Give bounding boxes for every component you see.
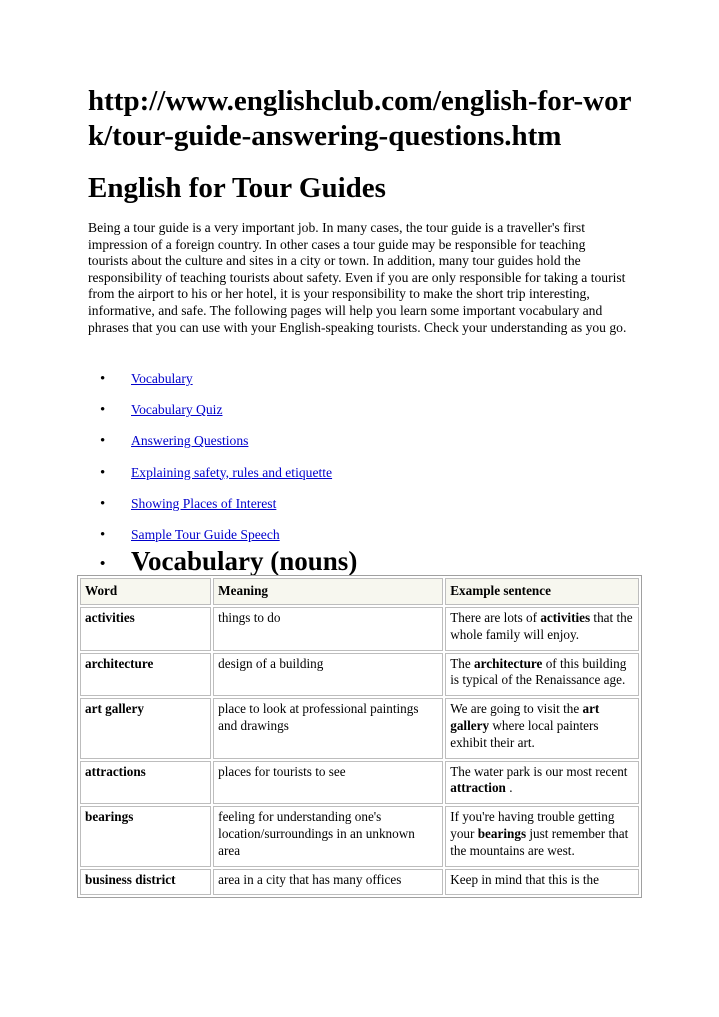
example-cell [445, 869, 639, 896]
column-header-example: Example sentence [445, 578, 639, 605]
example-text: just remember that the mountains are west. [450, 825, 629, 858]
word-cell: art gallery [80, 698, 211, 758]
table-row [80, 806, 639, 866]
table-of-contents [100, 369, 332, 556]
example-cell [445, 806, 639, 866]
table-row [80, 653, 639, 697]
example-text: We are going to visit the [450, 701, 583, 717]
example-keyword: architecture [474, 655, 543, 671]
toc-link-places-of-interest[interactable]: Showing Places of Interest [131, 495, 277, 511]
toc-item [100, 431, 332, 462]
vocabulary-table-container [77, 575, 642, 916]
meaning-cell: place to look at professional paintings and drawings [213, 698, 443, 758]
example-cell [445, 653, 639, 697]
toc-link-vocabulary-quiz[interactable]: Vocabulary Quiz [131, 402, 223, 418]
word-cell: business district [80, 869, 211, 896]
toc-link-answering-questions[interactable]: Answering Questions [131, 433, 249, 449]
table-row [80, 761, 639, 805]
example-text: . [505, 780, 513, 796]
table-row [80, 869, 639, 896]
column-header-word: Word [80, 578, 211, 605]
example-text: of this building is typical of the Renaissance age. [450, 655, 627, 688]
word-cell: activities [80, 607, 211, 651]
example-text: If you're having trouble getting your [450, 809, 615, 841]
toc-link-explaining-safety[interactable]: Explaining safety, rules and etiquette [131, 464, 333, 480]
example-keyword: attraction [450, 780, 506, 796]
column-header-meaning: Meaning [213, 578, 443, 605]
meaning-cell: things to do [213, 607, 443, 651]
meaning-cell: area in a city that has many offices [213, 869, 443, 896]
example-text: There are lots of [450, 610, 541, 625]
meaning-cell: feeling for understanding one's location/surroundings in an unknown area [213, 806, 443, 866]
vocabulary-table [77, 575, 642, 898]
example-text: The water park is our most recent [450, 763, 628, 779]
toc-item [100, 369, 332, 400]
meaning-cell: design of a building [213, 653, 443, 697]
table-row [80, 698, 639, 758]
example-cell [445, 698, 639, 758]
intro-paragraph: Being a tour guide is a very important job. In many cases, the tour guide is a traveller's first impression of a foreign country. In other cases a tour guide may be responsible for teaching tourists about the culture and sites in a city or town. In addition, many tour guides hold the responsibility of teaching tourists about safety. Even if you are only responsible for taking a tourist from the airport to his or her hotel, it is your responsibility to make the short trip interesting, informative, and safe. The following pages will help you learn some important vocabulary and phrases that you can use with your English-speaking tourists. Check your understanding as you go. [88, 220, 627, 335]
toc-item [100, 463, 332, 494]
example-text: Keep in mind that this is the [450, 871, 599, 887]
table-row [80, 607, 639, 651]
word-cell: bearings [80, 806, 211, 866]
page-title: English for Tour Guides [88, 172, 386, 204]
example-keyword: activities [540, 610, 591, 625]
meaning-cell: places for tourists to see [213, 761, 443, 805]
toc-item [100, 400, 332, 431]
table-header-row [80, 578, 639, 605]
example-text: where local painters exhibit their art. [450, 717, 599, 750]
word-cell: attractions [80, 761, 211, 805]
word-cell: architecture [80, 653, 211, 697]
example-text: that the whole family will enjoy. [450, 610, 633, 642]
example-cell [445, 607, 639, 651]
toc-item [100, 494, 332, 525]
example-keyword: bearings [477, 825, 527, 841]
example-cell [445, 761, 639, 805]
toc-link-sample-speech[interactable]: Sample Tour Guide Speech [131, 526, 280, 542]
example-text: The [450, 655, 475, 671]
toc-link-vocabulary[interactable]: Vocabulary [131, 371, 193, 386]
example-keyword: art gallery [450, 701, 600, 733]
section-heading: • Vocabulary (nouns) [100, 544, 357, 578]
page-url-heading: http://www.englishclub.com/english-for-work/tour-guide-answering-questions.htm [88, 85, 632, 152]
